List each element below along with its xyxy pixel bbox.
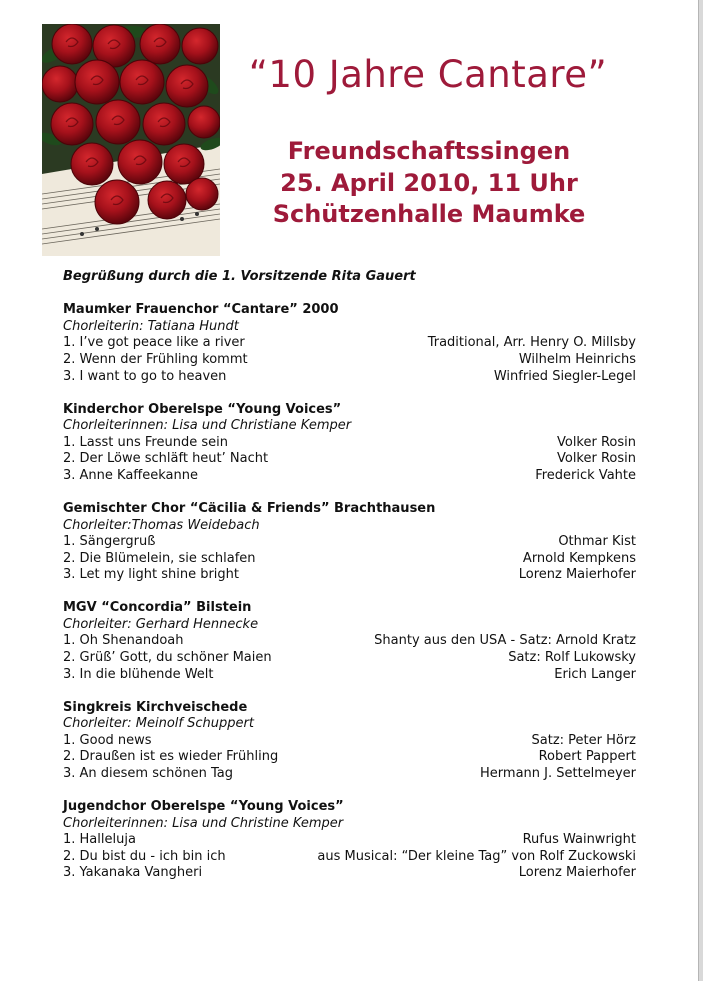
song-row <box>63 435 636 452</box>
choir-leader: Chorleiterin: Tatiana Hundt <box>63 318 239 334</box>
greeting-line: Begrüßung durch die 1. Vorsitzende Rita Gauert <box>63 269 416 284</box>
song-row <box>63 534 636 551</box>
song-title: 2. Die Blümelein, sie schlafen <box>63 550 256 566</box>
song-composer: Volker Rosin <box>556 451 636 467</box>
choir-name: Gemischter Chor “Cäcilia & Friends” Brachthausen <box>63 500 436 516</box>
song-composer: Winfried Siegler-Legel <box>493 368 636 384</box>
song-row <box>63 766 636 783</box>
song-row <box>63 567 636 584</box>
choir-leader: Chorleiter: Gerhard Hennecke <box>63 616 259 632</box>
song-title: 2. Du bist du - ich bin ich <box>63 848 226 864</box>
song-composer: Satz: Rolf Lukowsky <box>508 650 636 666</box>
choir-name: Maumker Frauenchor “Cantare” 2000 <box>63 302 339 318</box>
song-row <box>63 451 636 468</box>
song-composer: Traditional, Arr. Henry O. Millsby <box>427 335 636 351</box>
choir-name: Kinderchor Oberelspe “Young Voices” <box>63 401 342 417</box>
song-title: 1. Lasst uns Freunde sein <box>63 434 228 450</box>
song-title: 1. Halleluja <box>63 832 136 848</box>
song-composer: Robert Pappert <box>538 749 636 765</box>
song-row <box>63 352 636 369</box>
subtitle-line-venue: Schützenhalle Maumke <box>272 200 586 228</box>
song-row <box>63 733 636 750</box>
roses-image <box>42 24 220 256</box>
song-row <box>63 667 636 684</box>
song-composer: Rufus Wainwright <box>522 832 636 848</box>
choir-block <box>63 700 636 783</box>
song-composer: Frederick Vahte <box>535 467 636 483</box>
page-edge <box>698 0 703 981</box>
song-title: 1. Oh Shenandoah <box>63 633 184 649</box>
song-composer: Othmar Kist <box>558 534 636 550</box>
choir-name: Singkreis Kirchveischede <box>63 699 248 715</box>
song-row <box>63 865 636 882</box>
choir-block <box>63 799 636 882</box>
program <box>63 269 636 898</box>
song-composer: Lorenz Maierhofer <box>518 567 636 583</box>
song-title: 1. Sängergruß <box>63 534 156 550</box>
choir-block <box>63 402 636 485</box>
song-title: 2. Draußen ist es wieder Frühling <box>63 749 279 765</box>
song-title: 3. An diesem schönen Tag <box>63 766 233 781</box>
choir-name: MGV “Concordia” Bilstein <box>63 600 252 616</box>
choir-block <box>63 501 636 584</box>
song-composer: Lorenz Maierhofer <box>518 865 636 881</box>
choir-leader: Chorleiterinnen: Lisa und Christine Kemper <box>63 815 344 831</box>
song-row <box>63 468 636 485</box>
song-title: 2. Wenn der Frühling kommt <box>63 351 248 367</box>
song-row <box>63 849 636 866</box>
choir-leader: Chorleiter: Meinolf Schuppert <box>63 716 254 732</box>
song-title: 2. Der Löwe schläft heut’ Nacht <box>63 451 269 467</box>
song-row <box>63 749 636 766</box>
song-composer: Volker Rosin <box>556 434 636 450</box>
subtitle-line-event: Freundschaftssingen <box>287 137 571 165</box>
song-row <box>63 633 636 650</box>
song-row <box>63 369 636 386</box>
page-title: “10 Jahre Cantare” <box>248 53 608 96</box>
choir-block <box>63 302 636 385</box>
choir-leader: Chorleiterinnen: Lisa und Christiane Kemper <box>63 418 352 434</box>
choir-name: Jugendchor Oberelspe “Young Voices” <box>63 798 344 814</box>
roses-photo <box>42 24 220 256</box>
song-title: 2. Grüß’ Gott, du schöner Maien <box>63 650 272 666</box>
song-composer: Hermann J. Settelmeyer <box>480 766 636 781</box>
song-composer: Erich Langer <box>554 666 636 682</box>
song-composer: Satz: Peter Hörz <box>531 732 636 748</box>
song-title: 1. I’ve got peace like a river <box>63 335 245 351</box>
song-row <box>63 832 636 849</box>
song-composer: Arnold Kempkens <box>522 550 636 566</box>
song-title: 1. Good news <box>63 732 152 748</box>
choir-block <box>63 600 636 683</box>
event-subtitle <box>244 136 614 231</box>
song-composer: Wilhelm Heinrichs <box>518 351 636 367</box>
song-title: 3. In die blühende Welt <box>63 666 214 682</box>
song-composer: Shanty aus den USA - Satz: Arnold Kratz <box>374 633 636 649</box>
choir-leader: Chorleiter:Thomas Weidebach <box>63 517 260 533</box>
subtitle-line-date: 25. April 2010, 11 Uhr <box>280 168 578 197</box>
song-title: 3. I want to go to heaven <box>63 368 227 384</box>
song-title: 3. Let my light shine bright <box>63 567 240 583</box>
song-row <box>63 335 636 352</box>
song-title: 3. Anne Kaffeekanne <box>63 467 198 483</box>
song-title: 3. Yakanaka Vangheri <box>63 865 203 881</box>
song-row <box>63 650 636 667</box>
song-composer: aus Musical: “Der kleine Tag” von Rolf Zuckowski <box>317 848 636 864</box>
song-row <box>63 551 636 568</box>
